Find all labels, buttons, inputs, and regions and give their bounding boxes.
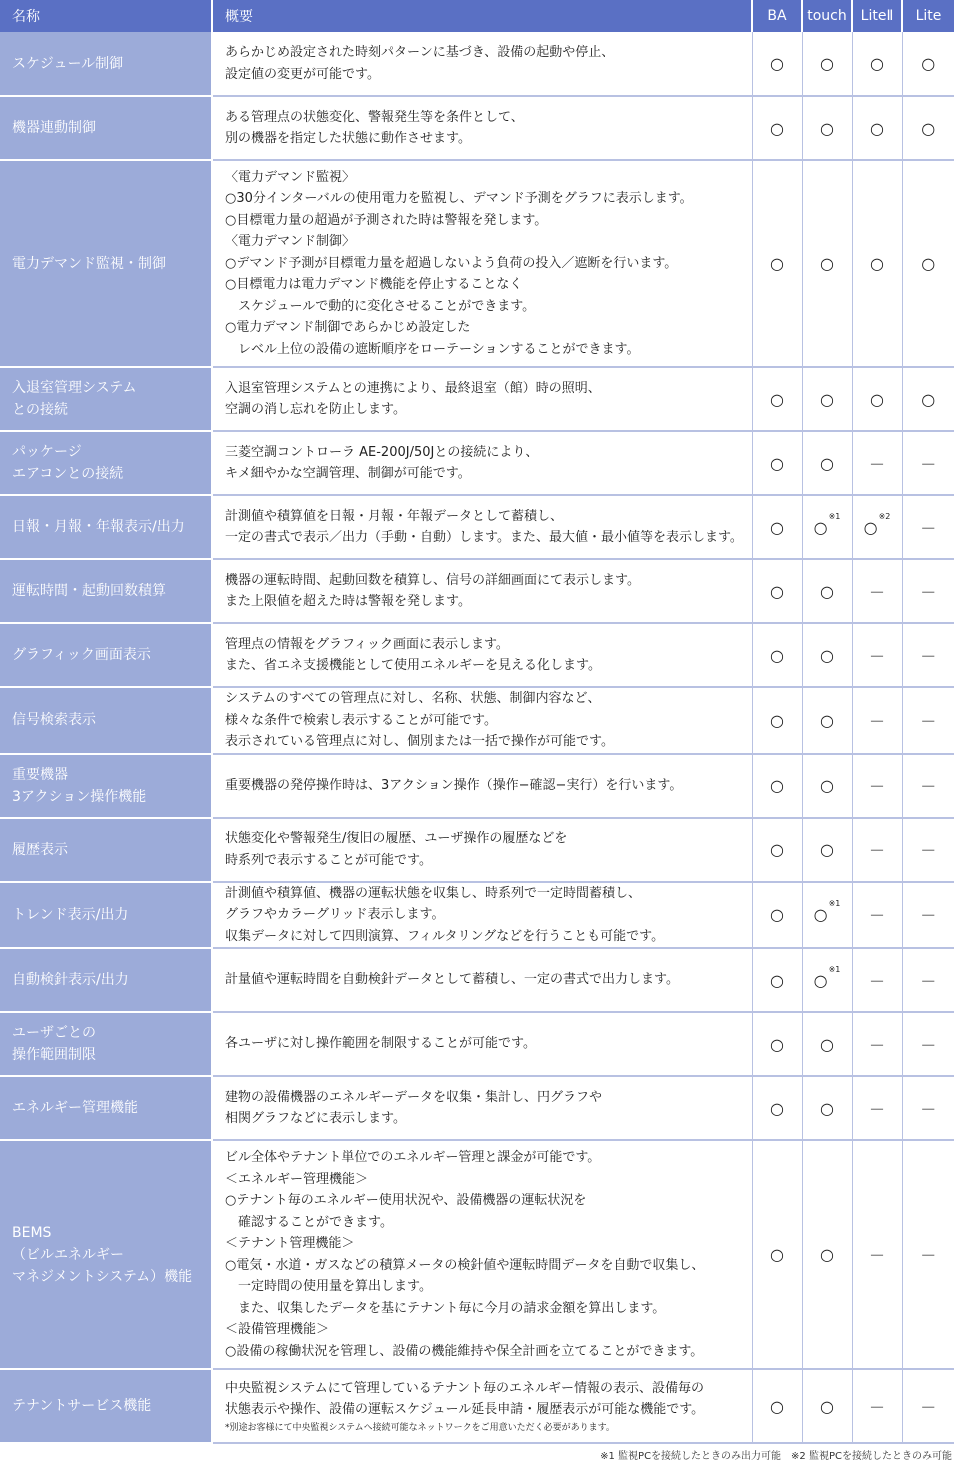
available-mark: ○	[921, 254, 936, 273]
availability-cell	[852, 559, 902, 623]
available-mark: ○	[921, 54, 936, 73]
available-mark: ○	[813, 905, 828, 925]
unavailable-mark: －	[868, 971, 885, 991]
table-row	[0, 96, 954, 160]
unavailable-mark: －	[920, 518, 937, 538]
available-mark: ○	[921, 389, 936, 409]
availability-cell	[802, 559, 852, 623]
available-mark: ○	[820, 581, 834, 601]
row-desc-text: 計測値や積算値を日報・月報・年報データとして蓄積し、 一定の書式で表示／出力（手動・自動）します。また、最大値・最小値等を表示します。	[225, 508, 743, 545]
availability-cell	[802, 1012, 852, 1076]
available-mark: ○	[770, 389, 784, 409]
row-name: パッケージ エアコンとの接続	[0, 431, 212, 495]
availability-cell	[752, 1369, 802, 1443]
row-name: 日報・月報・年報表示/出力	[0, 495, 212, 559]
availability-cell	[902, 96, 954, 160]
available-mark: ○	[770, 1396, 784, 1416]
availability-cell	[902, 160, 954, 367]
unavailable-mark: －	[868, 711, 885, 731]
availability-cell	[752, 754, 802, 818]
availability-cell	[852, 882, 902, 949]
availability-cell	[902, 623, 954, 687]
availability-cell	[752, 882, 802, 949]
row-name: スケジュール制御	[0, 32, 212, 96]
row-desc	[212, 818, 752, 882]
availability-cell	[852, 32, 902, 96]
row-name: テナントサービス機能	[0, 1369, 212, 1443]
header-lite: Lite	[902, 0, 954, 32]
availability-cell	[802, 96, 852, 160]
availability-cell	[852, 623, 902, 687]
available-mark: ○	[820, 254, 834, 273]
available-mark: ○	[770, 254, 784, 273]
row-desc	[212, 431, 752, 495]
available-mark: ○	[770, 517, 784, 537]
availability-cell	[902, 32, 954, 96]
available-mark: ○	[770, 645, 784, 665]
row-name: ユーザごとの 操作範囲制限	[0, 1012, 212, 1076]
row-desc	[212, 495, 752, 559]
row-name: 重要機器 3アクション操作機能	[0, 754, 212, 818]
availability-cell	[902, 431, 954, 495]
available-mark: ○	[870, 54, 884, 73]
unavailable-mark: －	[920, 906, 937, 926]
availability-cell	[902, 1076, 954, 1140]
row-name: 自動検針表示/出力	[0, 948, 212, 1012]
available-mark: ○	[870, 118, 884, 138]
row-desc-text: 重要機器の発停操作時は、3アクション操作（操作−確認−実行）を行います。	[225, 777, 683, 793]
row-desc-text: 計測値や積算値、機器の運転状態を収集し、時系列で一定時間蓄積し、 グラフやカラーグリッド表示します。 収集データに対して四則演算、フィルタリングなどを行うことも可能です。	[225, 885, 665, 944]
availability-cell	[902, 948, 954, 1012]
available-mark: ○	[770, 581, 784, 601]
unavailable-mark: －	[920, 971, 937, 991]
row-name: トレンド表示/出力	[0, 882, 212, 949]
availability-cell	[902, 754, 954, 818]
row-desc-text: システムのすべての管理点に対し、名称、状態、制御内容など、 様々な条件で検索し表示することが可能です。 表示されている管理点に対し、個別または一括で操作が可能です。	[225, 691, 614, 749]
table-row	[0, 32, 954, 96]
available-mark: ○	[820, 389, 834, 409]
availability-cell	[752, 495, 802, 559]
availability-cell	[902, 1369, 954, 1443]
available-mark: ○	[770, 1245, 784, 1264]
row-name: エネルギー管理機能	[0, 1076, 212, 1140]
row-name: 運転時間・起動回数積算	[0, 559, 212, 623]
available-mark: ○	[770, 1098, 784, 1118]
row-desc-text: 各ユーザに対し操作範囲を制限することが可能です。	[225, 1036, 536, 1052]
available-mark: ○	[813, 517, 828, 537]
unavailable-mark: －	[920, 1246, 937, 1265]
availability-cell	[902, 367, 954, 431]
available-mark: ○	[770, 1034, 784, 1054]
header-ba: BA	[752, 0, 802, 32]
availability-cell	[752, 1140, 802, 1369]
availability-cell	[852, 495, 902, 559]
available-mark: ○	[820, 1245, 834, 1264]
availability-cell	[902, 687, 954, 754]
table-row	[0, 495, 954, 559]
available-mark: ○	[921, 118, 936, 138]
availability-cell	[902, 1012, 954, 1076]
header-desc: 概要	[212, 0, 752, 32]
available-mark: ○	[820, 1098, 834, 1118]
table-row	[0, 754, 954, 818]
availability-cell	[752, 818, 802, 882]
row-desc	[212, 32, 752, 96]
availability-cell	[852, 1076, 902, 1140]
unavailable-mark: －	[920, 711, 937, 731]
availability-cell	[902, 1140, 954, 1369]
unavailable-mark: －	[868, 646, 885, 666]
available-mark: ○	[820, 840, 834, 859]
row-desc	[212, 948, 752, 1012]
availability-cell	[802, 1140, 852, 1369]
row-desc	[212, 882, 752, 949]
unavailable-mark: －	[868, 1397, 885, 1417]
availability-cell	[752, 367, 802, 431]
availability-cell	[752, 948, 802, 1012]
available-mark: ○	[770, 776, 784, 795]
table-row	[0, 1369, 954, 1443]
availability-cell	[802, 623, 852, 687]
availability-cell	[852, 431, 902, 495]
availability-cell	[752, 96, 802, 160]
footnote-mark: ※1	[828, 511, 841, 521]
row-desc-text: 三菱空調コントローラ AE-200J/50Jとの接続により、 キメ細やかな空調管理、制御が可能です。	[225, 444, 539, 481]
availability-cell	[852, 687, 902, 754]
row-desc-text: あらかじめ設定された時刻パターンに基づき、設備の起動や停止、 設定値の変更が可能です。	[225, 45, 615, 82]
availability-cell	[852, 160, 902, 367]
row-desc-text: 状態変化や警報発生/復旧の履歴、ユーザ操作の履歴などを 時系列で表示することが可能です。	[225, 831, 568, 868]
availability-cell	[802, 160, 852, 367]
available-mark: ○	[820, 645, 834, 665]
availability-cell	[852, 1369, 902, 1443]
unavailable-mark: －	[920, 777, 937, 796]
header-name: 名称	[0, 0, 212, 32]
available-mark: ○	[820, 118, 834, 138]
row-desc-text: 計量値や運転時間を自動検針データとして蓄積し、一定の書式で出力します。	[225, 972, 679, 988]
footnote: ※1 監視PCを接続したときのみ出力可能 ※2 監視PCを接続したときのみ可能	[600, 1451, 952, 1462]
unavailable-mark: －	[868, 1246, 885, 1265]
table-row	[0, 687, 954, 754]
row-desc-text: 〈電力デマンド監視〉 ○30分インターバルの使用電力を監視し、デマンド予測をグラフに表示します。 ○目標電力量の超過が予測された時は警報を発します。 〈電力デマンド制御〉 ○デマンド予測が目標電力量を超過しないよう負荷の投入／遮断を行います。 ○目標電力は電力デマンド機能を停止することなく スケジュールで動的に変化させることができます。 ○電力デマンド制御であらかじめ設定した レベル上位の設備の遮断順序をローテーションすることができます。	[225, 169, 693, 357]
available-mark: ○	[870, 254, 884, 273]
availability-cell	[802, 687, 852, 754]
table-row	[0, 623, 954, 687]
availability-cell	[802, 367, 852, 431]
row-name: BEMS （ビルエネルギー マネジメントシステム）機能	[0, 1140, 212, 1369]
available-mark: ○	[770, 118, 784, 138]
available-mark: ○	[820, 1034, 834, 1054]
row-name: 機器連動制御	[0, 96, 212, 160]
unavailable-mark: －	[868, 906, 885, 926]
row-desc	[212, 623, 752, 687]
available-mark: ○	[870, 389, 884, 409]
footnote-mark: ※1	[828, 964, 841, 974]
row-desc	[212, 1012, 752, 1076]
row-desc	[212, 1369, 752, 1443]
availability-cell	[802, 32, 852, 96]
available-mark: ○	[813, 970, 828, 990]
available-mark: ○	[820, 1396, 834, 1416]
available-mark: ○	[863, 517, 878, 537]
table-row	[0, 431, 954, 495]
availability-cell	[752, 1012, 802, 1076]
table-row	[0, 882, 954, 949]
unavailable-mark: －	[868, 1099, 885, 1119]
available-mark: ○	[820, 453, 834, 473]
row-name: 信号検索表示	[0, 687, 212, 754]
availability-cell	[852, 818, 902, 882]
available-mark: ○	[770, 710, 784, 730]
row-note: *別途お客様にて中央監視システムへ接続可能なネットワークをご用意いただく必要があります。	[225, 1422, 615, 1433]
row-name: 電力デマンド監視・制御	[0, 160, 212, 367]
row-desc-text: 中央監視システムにて管理しているテナント毎のエネルギー情報の表示、設備毎の 状態表示や操作、設備の運転スケジュール延長申請・履歴表示が可能な機能です。	[225, 1380, 705, 1417]
unavailable-mark: －	[868, 1035, 885, 1055]
availability-cell	[802, 754, 852, 818]
available-mark: ○	[820, 710, 834, 730]
available-mark: ○	[770, 905, 784, 925]
available-mark: ○	[820, 54, 834, 73]
available-mark: ○	[770, 453, 784, 473]
unavailable-mark: －	[920, 1035, 937, 1055]
availability-cell	[852, 1140, 902, 1369]
table-row	[0, 1012, 954, 1076]
availability-cell	[902, 559, 954, 623]
availability-cell	[752, 160, 802, 367]
availability-cell	[752, 1076, 802, 1140]
header-touch: touch	[802, 0, 852, 32]
row-name: 入退室管理システム との接続	[0, 367, 212, 431]
unavailable-mark: －	[868, 841, 885, 860]
availability-cell	[802, 431, 852, 495]
row-desc-text: ある管理点の状態変化、警報発生等を条件として、 別の機器を指定した状態に動作させます。	[225, 109, 524, 146]
row-desc	[212, 160, 752, 367]
unavailable-mark: －	[920, 646, 937, 666]
row-desc	[212, 96, 752, 160]
availability-cell	[852, 96, 902, 160]
table-row	[0, 1140, 954, 1369]
availability-cell	[802, 818, 852, 882]
row-desc-text: 機器の運転時間、起動回数を積算し、信号の詳細画面にて表示します。 また上限値を超えた時は警報を発します。	[225, 572, 640, 609]
availability-cell	[752, 559, 802, 623]
row-name: 履歴表示	[0, 818, 212, 882]
row-desc	[212, 367, 752, 431]
availability-cell	[902, 495, 954, 559]
row-desc	[212, 559, 752, 623]
table-row	[0, 160, 954, 367]
row-desc-text: 管理点の情報をグラフィック画面に表示します。 また、省エネ支援機能として使用エネルギーを見える化します。	[225, 636, 601, 673]
unavailable-mark: －	[920, 1397, 937, 1417]
table-row	[0, 948, 954, 1012]
available-mark: ○	[770, 54, 784, 73]
availability-cell	[802, 495, 852, 559]
row-desc	[212, 1076, 752, 1140]
availability-cell	[752, 623, 802, 687]
available-mark: ○	[770, 840, 784, 859]
availability-cell	[752, 431, 802, 495]
available-mark: ○	[770, 970, 784, 990]
footnote-mark: ※2	[878, 511, 891, 521]
availability-cell	[902, 818, 954, 882]
table-row	[0, 818, 954, 882]
table-header	[0, 0, 954, 32]
table-row	[0, 559, 954, 623]
availability-cell	[802, 882, 852, 949]
availability-cell	[852, 948, 902, 1012]
unavailable-mark: －	[868, 777, 885, 796]
row-desc-text: ビル全体やテナント単位でのエネルギー管理と課金が可能です。 ＜エネルギー管理機能＞ ○テナント毎のエネルギー使用状況や、設備機器の運転状況を 確認することができます。 ＜テナント管理機能＞ ○電気・水道・ガスなどの積算メータの検針値や運転時間データを自動で収集し、 一定時間の使用量を算出します。 また、収集したデータを基にテナント毎に今月の請求金額を算出します。 ＜設備管理機能＞ ○設備の稼働状況を管理し、設備の機能維持や保全計画を立てることができます。	[225, 1150, 705, 1359]
availability-cell	[802, 948, 852, 1012]
unavailable-mark: －	[920, 582, 937, 602]
unavailable-mark: －	[920, 454, 937, 474]
unavailable-mark: －	[868, 454, 885, 474]
availability-cell	[902, 882, 954, 949]
availability-cell	[852, 1012, 902, 1076]
row-name: グラフィック画面表示	[0, 623, 212, 687]
availability-cell	[802, 1369, 852, 1443]
header-lite2: LiteⅡ	[852, 0, 902, 32]
table-row	[0, 1076, 954, 1140]
row-desc-text: 入退室管理システムとの連携により、最終退室（館）時の照明、 空調の消し忘れを防止します。	[225, 380, 601, 417]
availability-cell	[852, 367, 902, 431]
availability-cell	[802, 1076, 852, 1140]
availability-cell	[752, 32, 802, 96]
footnote-mark: ※1	[828, 899, 841, 909]
availability-cell	[752, 687, 802, 754]
available-mark: ○	[820, 776, 834, 795]
row-desc	[212, 1140, 752, 1369]
row-desc	[212, 687, 752, 754]
row-desc	[212, 754, 752, 818]
unavailable-mark: －	[920, 1099, 937, 1119]
unavailable-mark: －	[868, 582, 885, 602]
row-desc-text: 建物の設備機器のエネルギーデータを収集・集計し、円グラフや 相関グラフなどに表示します。	[225, 1089, 603, 1126]
table-row	[0, 367, 954, 431]
availability-cell	[852, 754, 902, 818]
unavailable-mark: －	[920, 841, 937, 860]
